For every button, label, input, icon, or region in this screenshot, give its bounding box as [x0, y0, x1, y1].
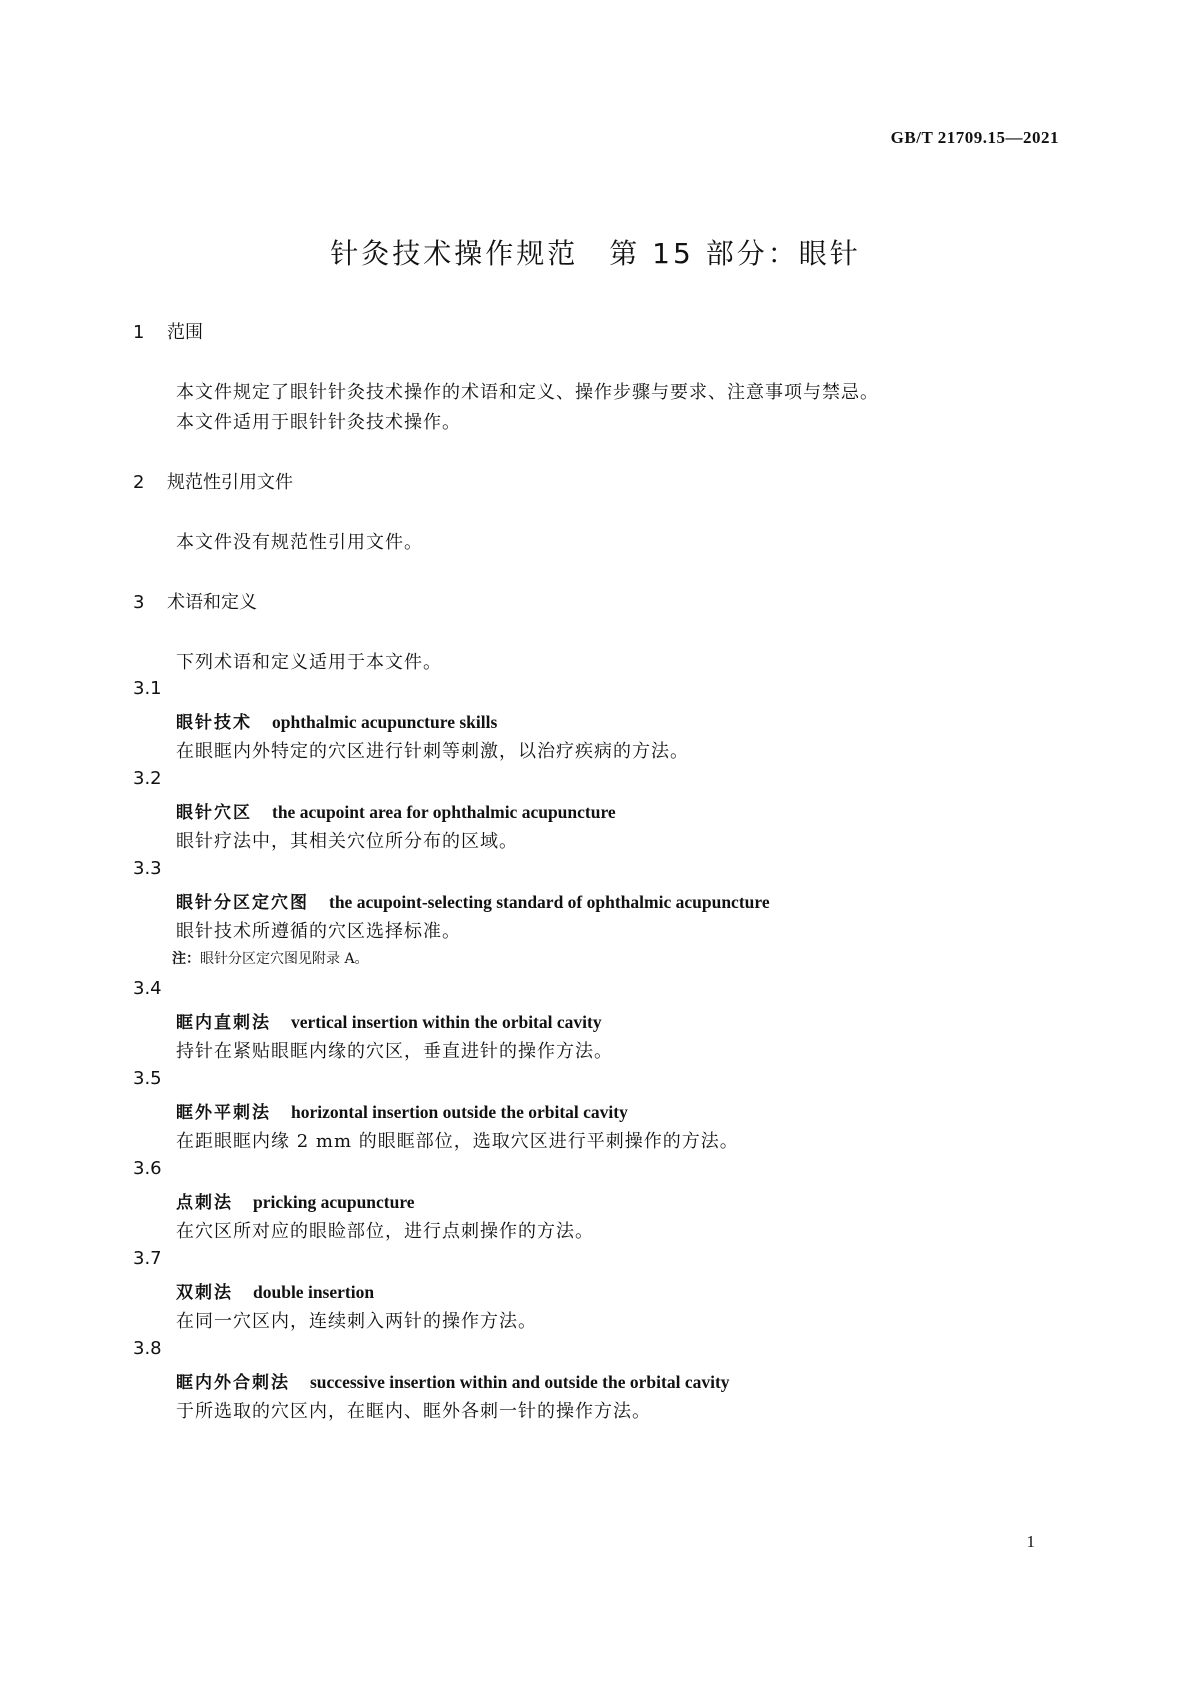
term-number: 3.8	[133, 1338, 162, 1359]
term-definition: 持针在紧贴眼眶内缘的穴区，垂直进针的操作方法。	[176, 1041, 613, 1062]
term-number: 3.5	[133, 1068, 162, 1089]
term-zh: 眼针技术	[176, 713, 252, 733]
term-entry	[176, 1278, 374, 1303]
section-1-paragraph-2: 本文件适用于眼针针灸技术操作。	[176, 412, 461, 433]
term-en: successive insertion within and outside the orbital cavity	[310, 1372, 730, 1392]
term-number: 3.3	[133, 858, 162, 879]
note-label: 注：	[172, 951, 200, 967]
term-zh: 眶内外合刺法	[176, 1373, 290, 1393]
term-en: ophthalmic acupuncture skills	[272, 712, 498, 732]
term-entry	[176, 1008, 602, 1033]
section-1-paragraph-1: 本文件规定了眼针针灸技术操作的术语和定义、操作步骤与要求、注意事项与禁忌。	[176, 382, 879, 403]
term-zh: 眼针穴区	[176, 803, 252, 823]
term-entry	[176, 1188, 415, 1213]
section-title: 范围	[167, 322, 203, 343]
section-number: 2	[133, 472, 145, 493]
section-3-heading	[133, 588, 257, 614]
standard-number: GB/T 21709.15—2021	[890, 128, 1059, 147]
term-definition: 在同一穴区内，连续刺入两针的操作方法。	[176, 1311, 537, 1332]
term-definition: 眼针疗法中，其相关穴位所分布的区域。	[176, 831, 518, 852]
note-text: 眼针分区定穴图见附录 A。	[200, 951, 369, 967]
section-number: 1	[133, 322, 145, 343]
term-entry	[176, 1098, 628, 1123]
term-number: 3.7	[133, 1248, 162, 1269]
term-number: 3.1	[133, 678, 162, 699]
term-entry	[176, 888, 770, 913]
term-zh: 点刺法	[176, 1193, 233, 1213]
term-en: double insertion	[253, 1282, 375, 1302]
term-zh: 双刺法	[176, 1283, 233, 1303]
term-en: vertical insertion within the orbital cavity	[291, 1012, 602, 1032]
term-en: pricking acupuncture	[253, 1192, 415, 1212]
term-entry	[176, 798, 616, 823]
term-zh: 眶内直刺法	[176, 1013, 271, 1033]
term-definition: 眼针技术所遵循的穴区选择标准。	[176, 921, 461, 942]
section-2-paragraph-1: 本文件没有规范性引用文件。	[176, 532, 423, 553]
term-number: 3.6	[133, 1158, 162, 1179]
term-note	[172, 948, 369, 968]
term-en: the acupoint-selecting standard of ophthalmic acupuncture	[329, 892, 770, 912]
term-definition: 在穴区所对应的眼睑部位，进行点刺操作的方法。	[176, 1221, 594, 1242]
section-1-heading	[133, 318, 203, 344]
term-definition: 在眼眶内外特定的穴区进行针刺等刺激，以治疗疾病的方法。	[176, 741, 689, 762]
term-entry	[176, 1368, 730, 1393]
section-title: 规范性引用文件	[167, 472, 293, 493]
page-number: 1	[1026, 1532, 1035, 1551]
term-definition: 在距眼眶内缘 2 mm 的眼眶部位，选取穴区进行平刺操作的方法。	[176, 1131, 739, 1152]
term-en: the acupoint area for ophthalmic acupuncture	[272, 802, 616, 822]
term-number: 3.2	[133, 768, 162, 789]
term-entry	[176, 708, 497, 733]
term-zh: 眶外平刺法	[176, 1103, 271, 1123]
section-number: 3	[133, 592, 145, 613]
section-title: 术语和定义	[167, 592, 257, 613]
term-number: 3.4	[133, 978, 162, 999]
section-3-paragraph-1: 下列术语和定义适用于本文件。	[176, 652, 442, 673]
section-2-heading	[133, 468, 293, 494]
term-zh: 眼针分区定穴图	[176, 893, 309, 913]
term-en: horizontal insertion outside the orbital cavity	[291, 1102, 628, 1122]
document-title: 针灸技术操作规范 第 15 部分：眼针	[330, 237, 861, 270]
term-definition: 于所选取的穴区内，在眶内、眶外各刺一针的操作方法。	[176, 1401, 651, 1422]
